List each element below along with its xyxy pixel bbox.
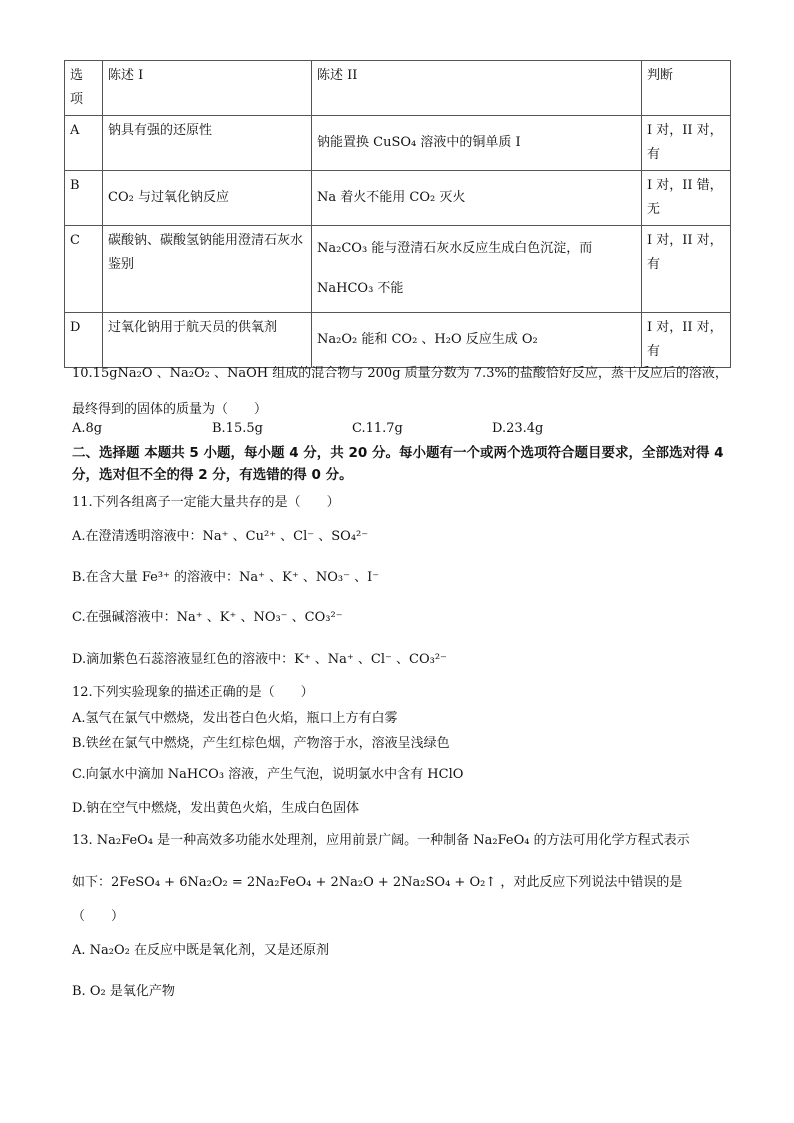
q13-option-b: B. O₂ 是氧化产物 bbox=[72, 984, 175, 999]
table-row bbox=[65, 116, 731, 171]
question-11-stem: 11.下列各组离子一定能大量共存的是（ ） bbox=[72, 495, 340, 510]
table-header-row bbox=[65, 61, 731, 116]
q11-option-c: C.在强碱溶液中：Na⁺ 、K⁺ 、NO₃⁻ 、CO₃²⁻ bbox=[72, 610, 343, 625]
question-12-stem: 12.下列实验现象的描述正确的是（ ） bbox=[72, 685, 314, 700]
table-row bbox=[65, 226, 731, 313]
header-option: 选 项 bbox=[65, 61, 103, 116]
table-row bbox=[65, 171, 731, 226]
q10-option-a: A.8g bbox=[72, 421, 103, 436]
q10-option-c: C.11.7g bbox=[352, 421, 403, 436]
row-statement-1: 碳酸钠、碳酸氢钠能用澄清石灰水鉴别 bbox=[103, 226, 312, 313]
q10-option-d: D.23.4g bbox=[492, 421, 544, 436]
section-2-heading: 二、选择题 本题共 5 小题，每小题 4 分，共 20 分。每小题有一个或两个选项符合题目要求，全部选对得 4 分，选对但不全的得 2 分，有选错的得 0 分。 bbox=[72, 445, 724, 483]
q11-option-a: A.在澄清透明溶液中：Na⁺ 、Cu²⁺ 、Cl⁻ 、SO₄²⁻ bbox=[72, 529, 369, 544]
question-10-options bbox=[72, 418, 730, 440]
q10-option-b: B.15.5g bbox=[212, 421, 263, 436]
row-option: B bbox=[65, 171, 103, 226]
q12-option-b: B.铁丝在氯气中燃烧，产生红棕色烟，产物溶于水，溶液呈浅绿色 bbox=[72, 736, 450, 751]
row-statement-1: 钠具有强的还原性 bbox=[103, 116, 312, 171]
row-statement-2: Na₂O₂ 能和 CO₂ 、H₂O 反应生成 O₂ bbox=[312, 313, 642, 368]
q12-option-d: D.钠在空气中燃烧，发出黄色火焰，生成白色固体 bbox=[72, 801, 360, 816]
row-option: C bbox=[65, 226, 103, 313]
q11-option-b: B.在含大量 Fe³⁺ 的溶液中：Na⁺ 、K⁺ 、NO₃⁻ 、I⁻ bbox=[72, 570, 380, 585]
question-10-stem: 10.15gNa₂O 、Na₂O₂ 、NaOH 组成的混合物与 200g 质量分数为 7.3%的盐酸恰好反应，蒸干反应后的溶液，最终得到的固体的质量为（ ） bbox=[72, 366, 728, 417]
header-judgement: 判断 bbox=[642, 61, 731, 116]
row-statement-2: 钠能置换 CuSO₄ 溶液中的铜单质 I bbox=[312, 116, 642, 171]
q12-option-c: C.向氯水中滴加 NaHCO₃ 溶液，产生气泡，说明氯水中含有 HClO bbox=[72, 767, 464, 782]
q13-option-a: A. Na₂O₂ 在反应中既是氧化剂，又是还原剂 bbox=[72, 943, 329, 958]
row-judgement: I 对，II 对，有 bbox=[642, 116, 731, 171]
q11-option-d: D.滴加紫色石蕊溶液显红色的溶液中：K⁺ 、Na⁺ 、Cl⁻ 、CO₃²⁻ bbox=[72, 652, 447, 667]
statement-table bbox=[64, 60, 731, 368]
row-judgement: I 对，II 对，有 bbox=[642, 313, 731, 368]
row-statement-2: Na₂CO₃ 能与澄清石灰水反应生成白色沉淀，而 NaHCO₃ 不能 bbox=[312, 226, 642, 313]
q12-option-a: A.氢气在氯气中燃烧，发出苍白色火焰，瓶口上方有白雾 bbox=[72, 711, 398, 726]
row-statement-1: 过氧化钠用于航天员的供氧剂 bbox=[103, 313, 312, 368]
header-statement-1: 陈述 I bbox=[103, 61, 312, 116]
row-statement-2: Na 着火不能用 CO₂ 灭火 bbox=[312, 171, 642, 226]
row-judgement: I 对，II 错，无 bbox=[642, 171, 731, 226]
header-statement-2: 陈述 II bbox=[312, 61, 642, 116]
row-judgement: I 对，II 对，有 bbox=[642, 226, 731, 313]
question-13-stem-line-2: 如下：2FeSO₄ + 6Na₂O₂ = 2Na₂FeO₄ + 2Na₂O + 2Na₂SO₄ + O₂↑ ，对此反应下列说法中错误的是 bbox=[72, 875, 683, 890]
question-13-stem-line-3: （ ） bbox=[72, 909, 125, 924]
question-13-stem-line-1: 13. Na₂FeO₄ 是一种高效多功能水处理剂，应用前景广阔。一种制备 Na₂FeO₄ 的方法可用化学方程式表示 bbox=[72, 833, 690, 848]
row-option: D bbox=[65, 313, 103, 368]
row-option: A bbox=[65, 116, 103, 171]
row-statement-1: CO₂ 与过氧化钠反应 bbox=[103, 171, 312, 226]
